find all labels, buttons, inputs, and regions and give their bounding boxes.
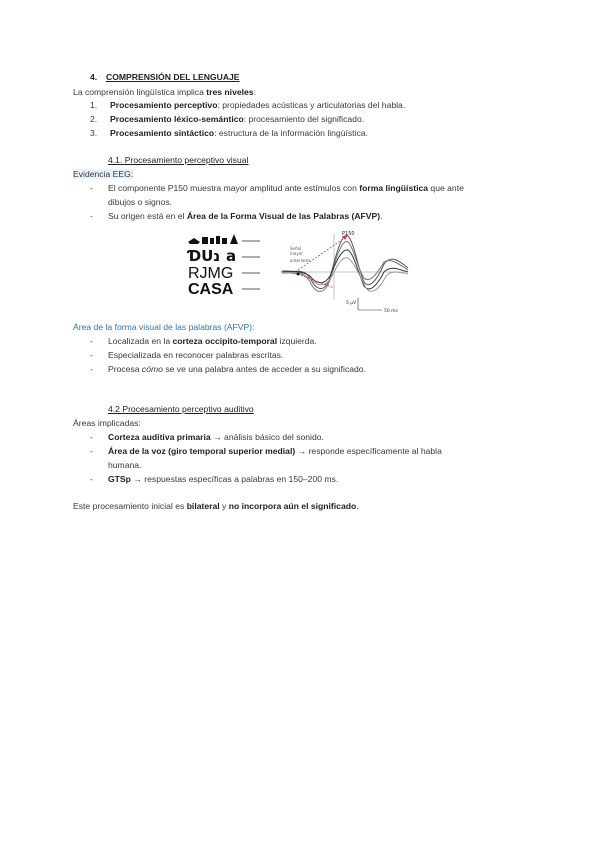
svg-text:a: a (226, 247, 237, 265)
list-item: - El componente P150 muestra mayor amplitud ante estímulos con forma lingüística que ante (90, 183, 464, 193)
erp-waveforms (280, 234, 408, 300)
list-item: 2. Procesamiento léxico-semántico: procesamiento del significado. (90, 114, 365, 124)
list-item-continuation: dibujos o signos. (108, 197, 173, 207)
svg-text:anteriores: anteriores (290, 258, 311, 263)
svg-text:Señal: Señal (290, 246, 302, 251)
list-item: - Procesa cómo se ve una palabra antes de acceder a su significado. (90, 364, 366, 374)
list-item: - Especializada en reconocer palabras escritas. (90, 350, 284, 360)
list-item: - GTSp → respuestas específicas a palabras en 150–200 ms. (90, 474, 339, 484)
scale-amplitude: 5 μV (346, 301, 357, 306)
svg-text:ƊUנ: ƊUנ (188, 247, 221, 265)
areas-label: Áreas implicadas: (73, 418, 141, 428)
list-item: - Su origen está en el Área de la Forma Visual de las Palabras (AFVP). (90, 211, 383, 221)
svg-text:mayor: mayor (290, 251, 303, 256)
stimulus-consonants: RJMG (188, 265, 234, 282)
list-item-continuation: humana. (108, 460, 142, 470)
stimulus-pseudoletters (186, 247, 260, 265)
list-item: - Corteza auditiva primaria → análisis básico del sonido. (90, 432, 324, 442)
list-item: - Localizada en la corteza occipito-temporal izquierda. (90, 336, 317, 346)
list-item: - Área de la voz (giro temporal superior medial) → responde específicamente al habla (90, 446, 442, 456)
list-item: 3. Procesamiento sintáctico: estructura de la información lingüística. (90, 128, 368, 138)
section-intro: La comprensión lingüística implica tres niveles: (73, 87, 256, 97)
amplitude-arrow (298, 237, 346, 270)
list-item: 1. Procesamiento perceptivo: propiedades acústicas y articulatorias del habla. (90, 100, 406, 110)
peak-label: P150 (342, 231, 355, 237)
eeg-figure (186, 228, 416, 318)
subsection-title: 4.2 Procesamiento perceptivo auditivo (108, 404, 254, 414)
stimulus-symbols (188, 234, 260, 244)
subsection-title: 4.1. Procesamiento perceptivo visual (108, 155, 249, 165)
afvp-heading: Área de la forma visual de las palabras (AFVP): (73, 322, 255, 332)
scale-time: 50 ms (384, 309, 398, 314)
closing-paragraph: Este procesamiento inicial es bilateral y no incorpora aún el significado. (73, 501, 359, 511)
stimulus-word: CASA (188, 281, 234, 298)
evidence-label: Evidencia EEG: (73, 169, 134, 179)
section-heading: 4. COMPRENSIÓN DEL LENGUAJE (90, 72, 240, 82)
